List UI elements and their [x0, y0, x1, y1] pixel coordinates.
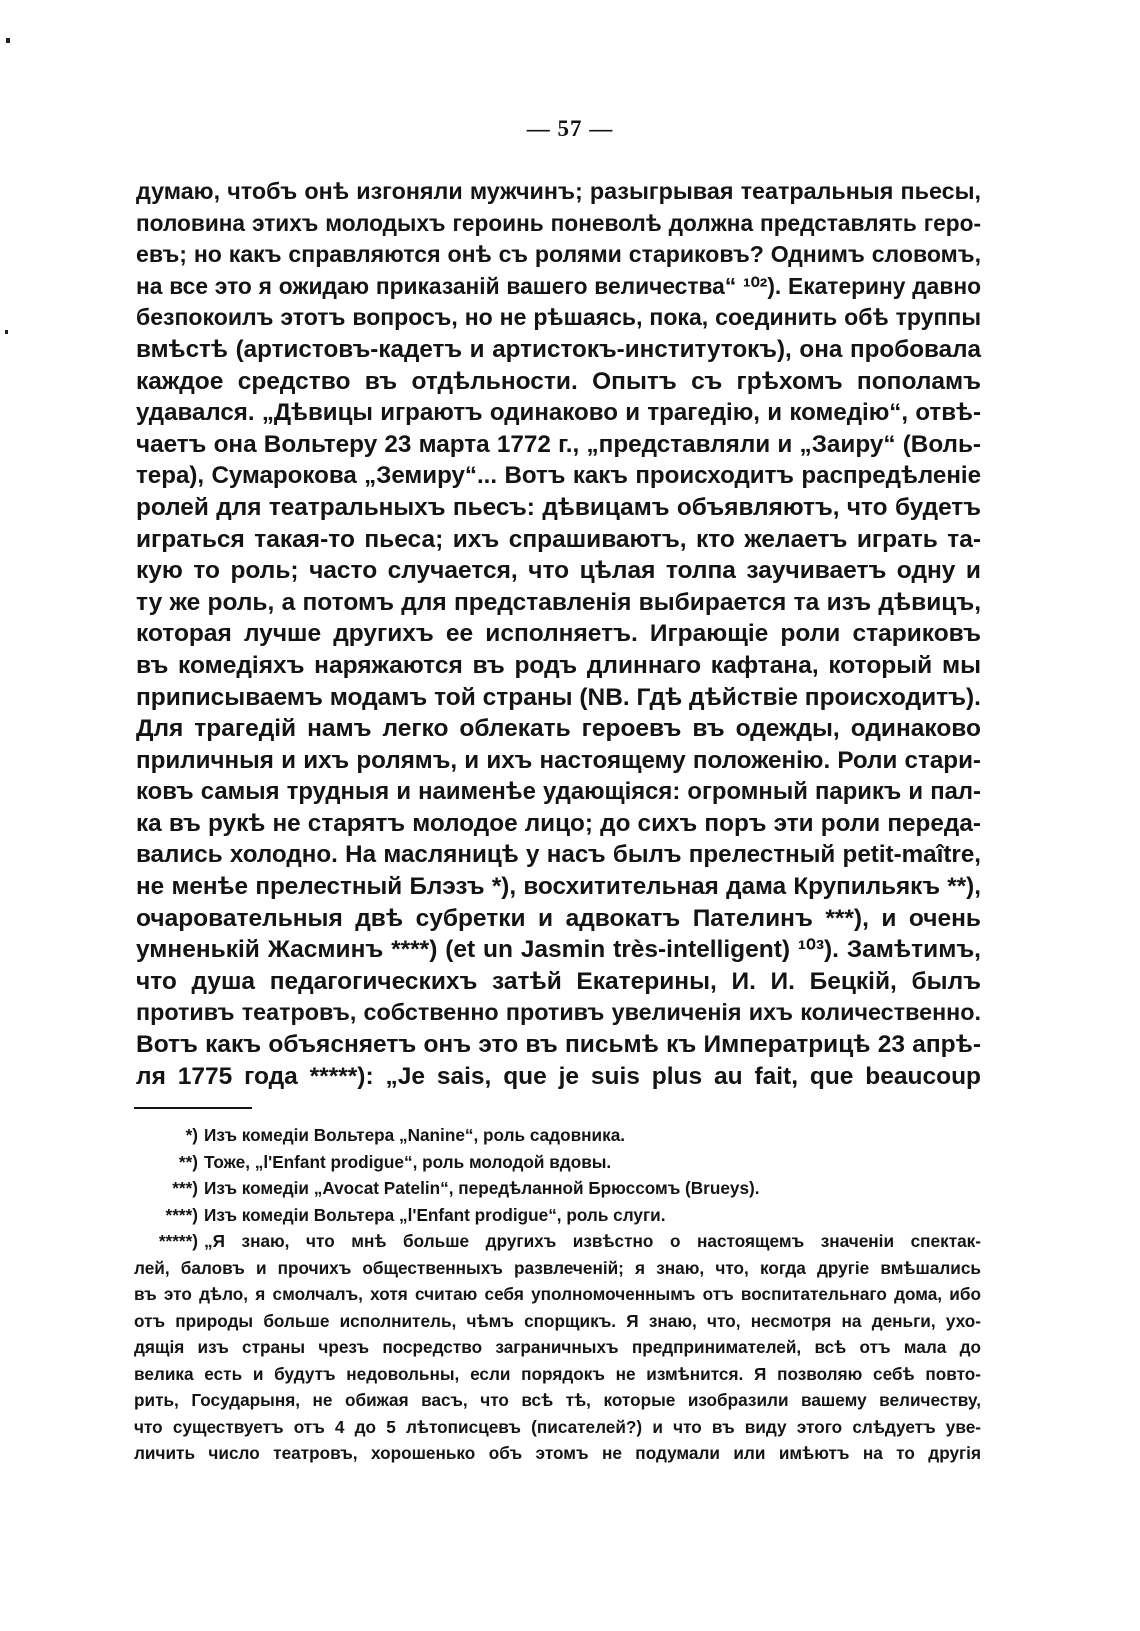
scan-speck	[6, 38, 10, 43]
footnote-line: что существуетъ отъ 4 до 5 лѣтописцевъ (писателей?) и что въ виду этого слѣдуетъ уве-	[134, 1416, 981, 1437]
text-line: приличныя и ихъ ролямъ, и ихъ настоящему положенію. Роли стари-	[136, 746, 981, 774]
text-line: ролей для театральныхъ пьесъ: дѣвицамъ объявляютъ, что будетъ	[136, 493, 981, 521]
text-line: думаю, чтобъ онѣ изгоняли мужчинъ; разыгрывая театральныя пьесы,	[136, 178, 981, 204]
text-line: Вотъ какъ объясняетъ онъ это въ письмѣ къ Императрицѣ 23 апрѣ-	[136, 1031, 981, 1059]
text-line: удавался. „Дѣвицы играютъ одинаково и трагедію, и комедію“, отвѣ-	[136, 399, 981, 427]
text-line: играться такая-то пьеса; ихъ спрашиваютъ, кто желаетъ играть та-	[136, 525, 981, 553]
footnote-line: рить, Государыня, не обижая васъ, что всѣ тѣ, которые изобразили вашему величеству,	[134, 1390, 981, 1410]
text-line: вмѣстѣ (артистовъ-кадетъ и артистокъ-институтокъ), она пробовала	[136, 335, 981, 363]
footnote	[134, 1149, 981, 1176]
text-line: въ комедіяхъ наряжаются въ родъ длиннаго кафтана, который мы	[136, 651, 981, 679]
footnote-mark: *)	[185, 1125, 198, 1145]
footnote	[134, 1122, 981, 1149]
footnote-line: велика есть и будутъ недовольны, если порядокъ не измѣнится. Я позволяю себѣ повто-	[134, 1363, 981, 1384]
page-number: — 57 —	[526, 116, 614, 141]
footnote-line: въ это дѣло, я смолчалъ, хотя считаю себя уполномоченнымъ отъ воспитательнаго дома, ибо	[134, 1284, 981, 1304]
footnote-rule	[134, 1107, 252, 1109]
text-line: вались холодно. На масляницѣ у насъ былъ прелестный petit-maître,	[136, 841, 981, 869]
footnote-text: Изъ комедіи „Avocat Patelin“, передѣланной Брюссомъ (Brueys).	[204, 1178, 760, 1198]
text-line: ля 1775 года *****): „Je sais, que je suis plus au fait, que beaucoup	[136, 1062, 981, 1090]
text-line: что душа педагогическихъ затѣй Екатерины, И. И. Бецкій, былъ	[136, 967, 981, 995]
text-line: Для трагедій намъ легко облекать героевъ въ одежды, одинаково	[136, 715, 981, 743]
footnote-mark: *****)	[158, 1231, 198, 1251]
text-line: кую то роль; часто случается, что цѣлая толпа заучиваетъ одну и	[136, 557, 981, 585]
footnote-text: Тоже, „l'Enfant prodigue“, роль молодой вдовы.	[204, 1151, 612, 1172]
text-line: не менѣе прелестный Блэзъ *), восхитительная дама Крупильякъ **),	[136, 873, 981, 901]
text-line: ка въ рукѣ не старятъ молодое лицо; до сихъ поръ эти роли переда-	[136, 809, 981, 837]
footnote-line: отъ природы больше исполнитель, чѣмъ спорщикъ. Я знаю, что, несмотря на деньги, ухо-	[134, 1310, 981, 1331]
body-text	[136, 176, 981, 1092]
footnote	[134, 1202, 981, 1229]
footnote-mark: ****)	[165, 1204, 198, 1225]
scan-speck	[5, 330, 8, 334]
footnote	[134, 1228, 981, 1255]
text-line: каждое средство въ отдѣльности. Опытъ съ грѣхомъ пополамъ	[136, 367, 981, 395]
footnote-text: Изъ комедіи Вольтера „Nanine“, роль садовника.	[204, 1125, 626, 1145]
footnote-mark: **)	[178, 1151, 198, 1172]
footnote-line: дящія изъ страны чрезъ посредство заграничныхъ предпринимателей, всѣ отъ мала до	[134, 1337, 981, 1357]
text-line: безпокоилъ этотъ вопросъ, но не рѣшаясь, пока, соединить обѣ труппы	[136, 304, 981, 331]
footnote-line: личить число театровъ, хорошенько объ этомъ не подумали или имѣютъ на то другія	[134, 1443, 981, 1463]
footnote	[134, 1175, 981, 1202]
footnote-text: „Я знаю, что мнѣ больше другихъ извѣстно о настоящемъ значеніи спектак-	[204, 1231, 981, 1251]
footnote-line: лей, баловъ и прочихъ общественныхъ развлеченій; я знаю, что, когда другіе вмѣшались	[134, 1257, 981, 1278]
footnotes	[134, 1122, 981, 1467]
text-line: умненькій Жасминъ ****) (et un Jasmin très-intelligent) ¹⁰³). Замѣтимъ,	[136, 936, 981, 964]
text-line: евъ; но какъ справляются онѣ съ ролями стариковъ? Однимъ словомъ,	[136, 241, 981, 268]
text-line: чаетъ она Вольтеру 23 марта 1772 г., „представляли и „Заиру“ (Воль-	[136, 430, 981, 458]
footnote-text: Изъ комедіи Вольтера „l'Enfant prodigue“, роль слуги.	[204, 1204, 666, 1225]
text-line: которая лучше другихъ ее исполняетъ. Играющіе роли стариковъ	[136, 620, 981, 648]
text-line: ковъ самыя трудныя и наименѣе удающіяся: огромный парикъ и пал-	[136, 778, 981, 806]
text-line: приписываемъ модамъ той страны (NB. Гдѣ дѣйствіе происходитъ).	[136, 683, 981, 711]
text-line: тера), Сумарокова „Земиру“... Вотъ какъ происходитъ распредѣленіе	[136, 462, 981, 490]
text-line: половина этихъ молодыхъ героинь поневолѣ должна представлять геро-	[136, 209, 981, 236]
text-line: на все это я ожидаю приказаній вашего величества“ ¹⁰²). Екатерину давно	[136, 272, 981, 299]
footnote-mark: ***)	[172, 1178, 198, 1198]
text-line: очаровательныя двѣ субретки и адвокатъ Пателинъ ***), и очень	[136, 904, 981, 932]
text-line: ту же роль, а потомъ для представленія выбирается та изъ дѣвицъ,	[136, 588, 981, 616]
text-line: противъ театровъ, собственно противъ увеличенія ихъ количественно.	[136, 999, 981, 1026]
